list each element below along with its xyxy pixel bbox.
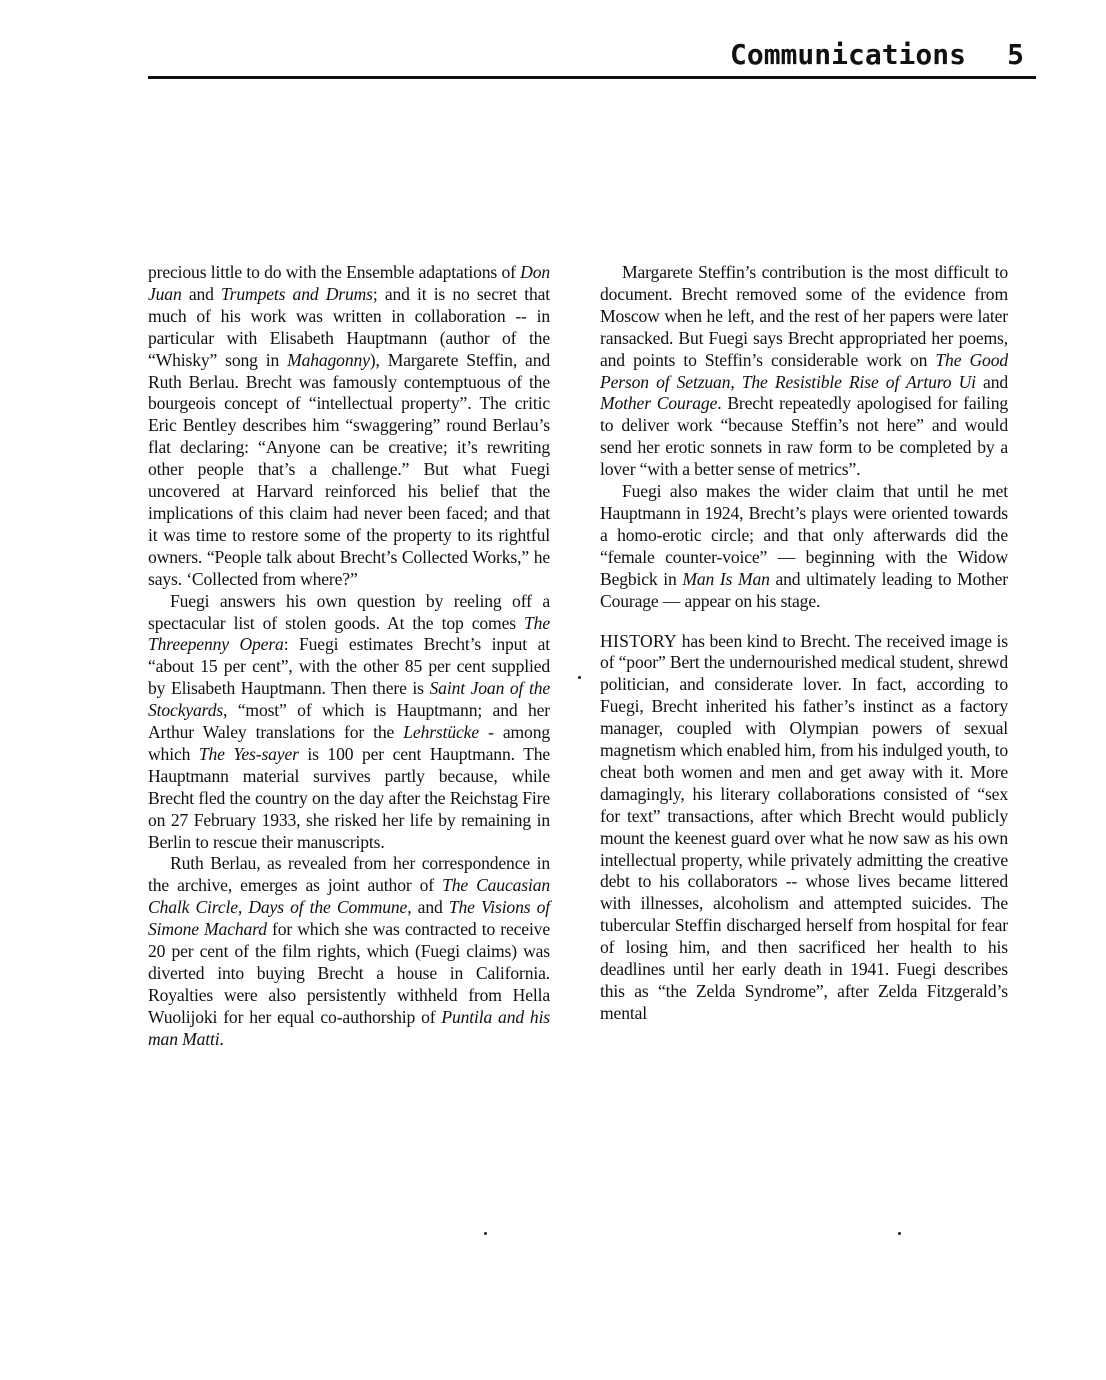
paragraph xyxy=(148,591,550,854)
text-run: precious little to do with the Ensemble adaptations of xyxy=(148,262,521,282)
title-italic: Trumpets and Drums xyxy=(221,283,373,304)
text-run: ), Margarete Steffin, and Ruth Berlau. Brecht was famously contemptuous of the bourgeois concept of “intellectual property”. The critic Eric Bentley describes him “swaggering” round Berlau’s flat declaring: “Anyone can be creative; it’s rewriting other people that’s a challenge.” But what Fuegi uncovered at Harvard reinforced his belief that the implications of this claim had never been faced; and that it was time to restore some of the property to its rightful owners. “People talk about Brecht’s Collected Works,” he says. ‘Collected from where?” xyxy=(148,349,550,589)
text-run: : Fuegi estimates Brecht’s input at “about 15 per cent”, with the other 85 per cent supplied by Elisabeth Hauptmann. Then there is xyxy=(148,634,550,699)
scan-speck xyxy=(898,1232,901,1235)
paragraph xyxy=(600,631,1008,1025)
text-run: and xyxy=(181,283,222,304)
scan-speck xyxy=(484,1232,487,1235)
title-italic: The Visions of Simone Machard xyxy=(148,897,551,940)
text-run: and ultimately leading to Mother Courage — appear on his stage. xyxy=(600,568,1009,611)
section-lead-caps: HISTORY xyxy=(600,630,678,651)
title-italic: Mahagonny xyxy=(287,349,370,370)
title-italic: Puntila and his man Matti xyxy=(148,1006,551,1049)
text-run: ; and it is no secret that much of his work was written in collaboration -- in particular with Elisabeth Hauptmann (author of the “Whisky” song in xyxy=(148,283,550,370)
title-italic: Man Is Man xyxy=(682,568,770,589)
text-run: is 100 per cent Hauptmann. The Hauptmann material survives partly because, while Brecht fled the country on the day after the Reichstag Fire on 27 February 1933, she risked her life by remaining in Berlin to rescue their manuscripts. xyxy=(148,743,551,852)
text-run: and xyxy=(975,371,1009,392)
paragraph xyxy=(600,262,1008,481)
text-run: . xyxy=(219,1028,224,1049)
title-italic: Don Juan xyxy=(148,262,550,304)
text-run: has been kind to Brecht. The received image is of “poor” Bert the undernourished medical student, shrewd politician, and considerate lover. In fact, according to Fuegi, Brecht inherited his father’s instinct as a factory manager, coupled with Olympian powers of sexual magnetism which enabled him, from his indulged youth, to cheat both women and men and get away with it. More damagingly, his literary collaborations consisted of “sex for text” transactions, after which Brecht would publicly mount the keenest guard over what he now saw as his own intellectual property, while privately admitting the creative debt to his collaborators -- whose lives became littered with illnesses, alcoholism and attempted suicides. The tubercular Steffin discharged herself from hospital for fear of losing him, and then sacrificed her health to his deadlines until her early death in 1941. Fuegi describes this as “the Zelda Syndrome”, after Zelda Fitzgerald’s mental xyxy=(600,630,1008,1023)
text-run: for which she was contracted to receive 20 per cent of the film rights, which (Fuegi claims) was diverted into buying Brecht a house in California. Royalties were also persistently withheld from Hella Wuolijoki for her equal co-authorship of xyxy=(148,919,550,1027)
text-run: Ruth Berlau, as revealed from her correspondence in the archive, emerges as joint author of xyxy=(148,853,550,896)
text-run: . Brecht repeatedly apologised for failing to deliver work “because Steffin’s not here” and would send her erotic sonnets in raw form to be completed by a lover “with a better sense of metrics”. xyxy=(600,393,1009,480)
text-run: , “most” of which is Hauptmann; and her Arthur Waley translations for the xyxy=(148,700,550,743)
title-italic: The Threepenny Opera xyxy=(148,612,550,655)
running-header xyxy=(148,36,1036,79)
text-run: Margarete Steffin’s contribution is the most difficult to document. Brecht removed some of the evidence from Moscow when he left, and the rest of her papers were later ransacked. But Fuegi says Brecht appropriated her poems, and points to Steffin’s considerable work on xyxy=(600,262,1008,370)
title-italic: The Caucasian Chalk Circle, Days of the Commune xyxy=(148,875,550,918)
title-italic: Saint Joan of the Stockyards xyxy=(148,678,550,721)
title-italic: Lehrstücke xyxy=(403,722,479,743)
section-title: Communications xyxy=(729,38,966,71)
left-column xyxy=(148,262,550,1051)
page-number: 5 xyxy=(1007,38,1024,71)
paragraph xyxy=(148,262,550,591)
text-run: , and xyxy=(407,897,449,918)
title-italic: The Good Person of Setzuan, The Resistible Rise of Arturo Ui xyxy=(600,349,1008,392)
title-italic: Mother Courage xyxy=(600,393,718,414)
text-run: - among which xyxy=(148,722,550,764)
title-italic: The Yes-sayer xyxy=(198,743,299,764)
paragraph xyxy=(148,853,550,1050)
right-column xyxy=(600,262,1008,1025)
scan-speck xyxy=(578,676,581,679)
paragraph xyxy=(600,481,1008,612)
text-run: Fuegi answers his own question by reeling off a spectacular list of stolen goods. At the top comes xyxy=(148,590,550,633)
text-run: Fuegi also makes the wider claim that until he met Hauptmann in 1924, Brecht’s plays were oriented towards a homo-erotic circle; and that only afterwards did the “female counter-voice” — beginning with the Widow Begbick in xyxy=(600,481,1008,589)
